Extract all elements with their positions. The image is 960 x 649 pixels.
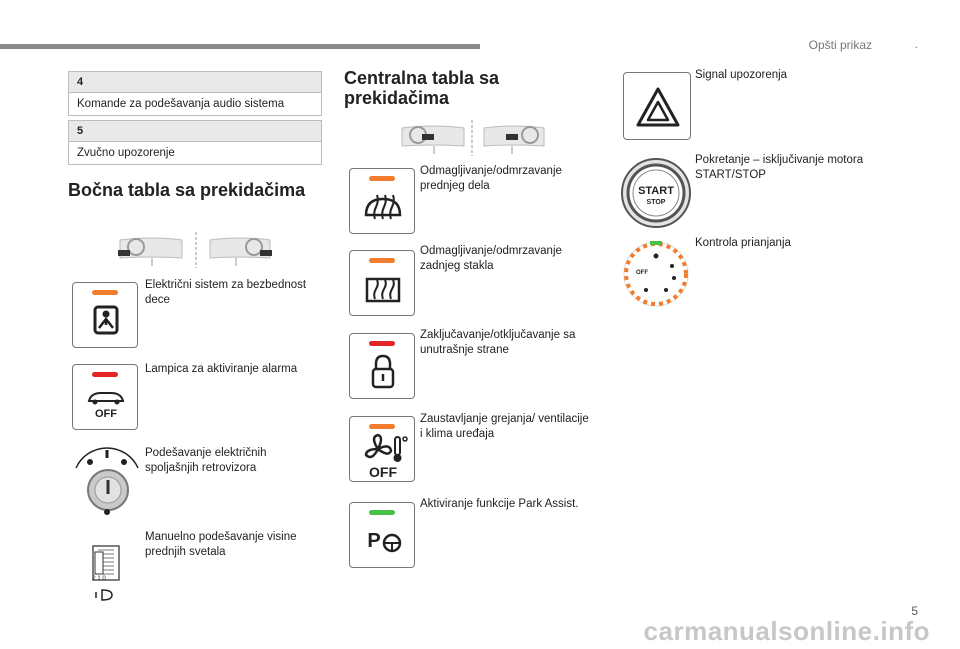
- center-panel-title: Centralna tabla sa prekidačima: [344, 68, 500, 108]
- right-item-desc: Signal upozorenja: [695, 69, 788, 81]
- mirror-adjust-knob[interactable]: [72, 446, 142, 516]
- side-item-desc: Podešavanje električnih spoljašnjih retrovizora: [145, 447, 267, 474]
- hazard-triangle-icon: [624, 73, 692, 141]
- fan-temp-off-icon: [350, 417, 416, 483]
- start-label: START: [638, 185, 674, 197]
- info-box-number: 5: [69, 121, 321, 142]
- page-number: 5: [911, 604, 918, 618]
- headlamp-wheel-label: 2 1 0: [92, 576, 106, 582]
- center-panel-location-diagram: [394, 118, 559, 160]
- stop-label: STOP: [646, 199, 666, 206]
- alarm-off-label: OFF: [95, 408, 117, 420]
- mirror-knob-icon: [72, 446, 142, 516]
- center-item-desc: Odmagljivanje/odmrzavanje zadnjeg stakla: [420, 245, 562, 272]
- center-item-desc: Zaključavanje/otključavanje sa unutrašnje strane: [420, 329, 576, 356]
- center-item-desc: Zaustavljanje grejanja/ ventilacije i klima uređaja: [420, 413, 589, 440]
- alarm-off-icon: [73, 365, 139, 431]
- headlamp-height-wheel[interactable]: [84, 532, 128, 602]
- child-safety-switch[interactable]: [72, 282, 138, 348]
- central-lock-button[interactable]: [349, 333, 415, 399]
- side-item-desc: Lampica za aktiviranje alarma: [145, 363, 298, 375]
- headlamp-wheel-icon: [84, 532, 128, 602]
- hazard-warning-button[interactable]: [623, 72, 691, 140]
- side-item-desc: Električni sistem za bezbednost dece: [145, 279, 307, 306]
- info-box-text: Komande za podešavanja audio sistema: [77, 98, 285, 110]
- right-item-desc: Kontrola prianjanja: [695, 237, 791, 249]
- alarm-switch[interactable]: [72, 364, 138, 430]
- info-box-text: Zvučno upozorenje: [77, 147, 175, 159]
- rear-defrost-icon: [350, 251, 416, 317]
- grip-off-label: OFF: [636, 270, 648, 276]
- side-item-desc: Manuelno podešavanje visine prednjih svetala: [145, 531, 297, 558]
- center-item-desc: Aktiviranje funkcije Park Assist.: [420, 498, 579, 510]
- rear-defrost-button[interactable]: [349, 250, 415, 316]
- right-item-desc: Pokretanje – isključivanje motora START/STOP: [695, 154, 864, 181]
- side-panel-location-diagram: [112, 230, 277, 272]
- info-box-4: [68, 71, 322, 116]
- start-stop-button-icon: [620, 157, 692, 229]
- park-assist-icon: [350, 503, 416, 569]
- park-assist-label: P: [367, 530, 381, 552]
- start-stop-button[interactable]: [620, 157, 692, 229]
- section-dot: .: [914, 37, 918, 51]
- lock-icon: [350, 334, 416, 400]
- watermark: carmanualsonline.info: [643, 616, 930, 646]
- child-lock-icon: [73, 283, 139, 349]
- side-panel-title: Bočna tabla sa prekidačima: [68, 180, 306, 200]
- front-defrost-icon: [350, 169, 416, 235]
- center-item-desc: Odmagljivanje/odmrzavanje prednjeg dela: [420, 165, 562, 192]
- header-rule: [0, 44, 480, 49]
- info-box-number: 4: [69, 72, 321, 93]
- park-assist-button[interactable]: [349, 502, 415, 568]
- grip-control-dial[interactable]: [620, 238, 692, 310]
- grip-control-dial-icon: [620, 238, 692, 310]
- info-box-5: [68, 120, 322, 165]
- climate-off-button[interactable]: [349, 416, 415, 482]
- climate-off-label: OFF: [369, 464, 397, 480]
- front-defrost-button[interactable]: [349, 168, 415, 234]
- section-name: Opšti prikaz: [808, 38, 872, 52]
